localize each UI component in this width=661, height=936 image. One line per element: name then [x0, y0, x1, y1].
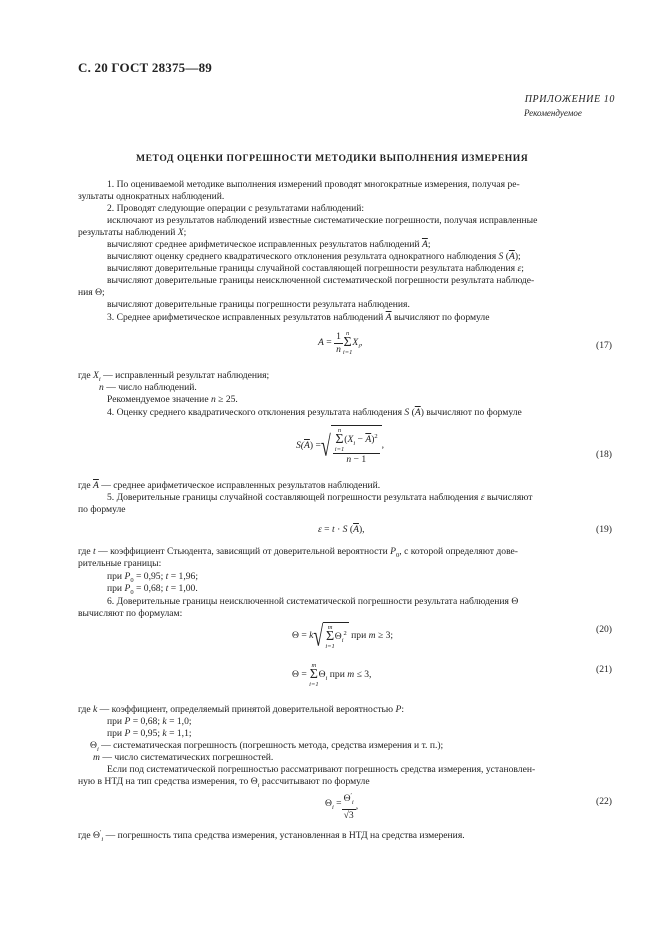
text-line: ную в НТД на тип средства измерения, то $\Theta_i$ рассчитывают по формуле — [78, 776, 370, 789]
text-line: вычисляют по формулам: — [78, 608, 183, 619]
square-root: m Σ i=1 $\Theta_i^2$ — [325, 624, 347, 650]
page-header: С. 20 ГОСТ 28375—89 — [78, 60, 212, 75]
text-line: при $P_0 = 0,95$; t = 1,96; — [107, 571, 198, 584]
summation: m Σ i=1 — [325, 624, 335, 650]
text-line: рительные границы: — [78, 558, 162, 569]
text-line: по формуле — [78, 504, 126, 515]
text-line: вычисляют среднее арифметическое исправленных результатов наблюдений $\overline{A}$; — [107, 239, 431, 250]
text-line: где $\overline{A}$ — среднее арифметическое исправленных результатов наблюдений. — [78, 480, 381, 491]
text-line: 2. Проводят следующие операции с результатами наблюдений: — [107, 203, 365, 214]
text-line: m — число систематических погрешностей. — [93, 752, 274, 763]
equation-number: (22) — [596, 796, 612, 807]
equation-number: (20) — [596, 624, 612, 635]
text-line: где $\Theta'_i$ — погрешность типа средства измерения, установленная в НТД на средства измерения. — [78, 829, 465, 844]
radical-sign: √ — [313, 620, 324, 652]
equation-21: Θ = m Σ i=1 $\Theta_i$ при m ≤ 3, — [292, 662, 372, 688]
square-root — [331, 425, 382, 466]
equation-number: (17) — [596, 340, 612, 351]
text-line: n — число наблюдений. — [99, 382, 197, 393]
text-line: Рекомендуемое значение n ≥ 25. — [107, 394, 238, 405]
equation-17: A = $\frac{1}{n}$ n Σ i=1 $X_i$, — [318, 330, 363, 356]
text-line: результаты наблюдений X; — [78, 227, 187, 238]
radical-sign: √ — [320, 429, 331, 462]
text-line: Если под систематической погрешностью рассматривают погрешность средства измерения, установлен- — [107, 764, 536, 775]
text-line: вычисляют доверительные границы погрешности результата наблюдения. — [107, 299, 410, 310]
equation-18: $S(\overline{A})$ =√ n Σ i=1 $(X_i - \overline{A})^2$ n − 1 , — [296, 427, 385, 465]
text-line: исключают из результатов наблюдений известные систематические погрешности, получая исправленные — [107, 215, 538, 226]
equation-number: (18) — [596, 449, 612, 460]
equation-number: (21) — [596, 664, 612, 675]
appendix-label: ПРИЛОЖЕНИЕ 10 — [524, 94, 615, 105]
text-line: вычисляют доверительные границы случайной составляющей погрешности результата наблюдения ε; — [107, 263, 524, 274]
text-line: при $P_0 = 0,68$; t = 1,00. — [107, 583, 198, 596]
text-line: вычисляют оценку среднего квадратического отклонения результата однократного наблюдения S $(\overline{A})$; — [107, 251, 521, 262]
text-line: $\Theta_i$ — систематическая погрешность (погрешность метода, средства измерения и т. п.); — [90, 740, 444, 753]
summation: m Σ i=1 — [309, 662, 319, 688]
equation-19: ε = t · S $(\overline{A})$, — [318, 524, 365, 535]
text-line: 6. Доверительные границы неисключенной систематической погрешности результата наблюдения Θ — [107, 596, 519, 607]
text-line: при P = 0,95; k = 1,1; — [107, 728, 192, 739]
fraction: $\frac{1}{n}$ — [336, 330, 341, 355]
text-line: 4. Оценку среднего квадратического отклонения результата наблюдения S $(\overline{A})$ вычисляют по формуле — [107, 407, 522, 418]
text-line: 5. Доверительные границы случайной составляющей погрешности результата наблюдения ε вычисляют — [107, 492, 533, 503]
text-line: где $X_i$ — исправленный результат наблюдения; — [78, 370, 270, 383]
text-line: 3. Среднее арифметическое исправленных результатов наблюдений $\overline{A}$ вычисляют по формуле — [107, 312, 490, 323]
text-line: где k — коэффициент, определяемый принятой доверительной вероятностью P: — [78, 704, 405, 715]
text-line: вычисляют доверительные границы неисключенной систематической погрешности результата наблюде- — [107, 275, 535, 286]
appendix-note: Рекомендуемое — [524, 108, 582, 118]
text-line: при P = 0,68; k = 1,0; — [107, 716, 192, 727]
fraction: $\frac{\Theta'_i}{√3}$ — [343, 792, 354, 822]
fraction: n Σ i=1 $(X_i - \overline{A})^2$ n − 1 — [334, 427, 378, 465]
equation-22: $\Theta_i$ = $\frac{\Theta'_i}{√3}$ , — [325, 792, 359, 822]
text-line: 1. По оцениваемой методике выполнения измерений проводят многократные измерения, получая ре- — [107, 179, 520, 190]
equation-number: (19) — [596, 524, 612, 535]
section-title: МЕТОД ОЦЕНКИ ПОГРЕШНОСТИ МЕТОДИКИ ВЫПОЛНЕНИЯ ИЗМЕРЕНИЯ — [136, 153, 529, 164]
text-line: ния Θ; — [78, 287, 105, 298]
summation: n Σ i=1 — [342, 330, 353, 356]
text-line: где t — коэффициент Стьюдента, зависящий от доверительной вероятности $P_0$, с которой определяют дове- — [78, 546, 519, 559]
equation-20: Θ = k√ m Σ i=1 $\Theta_i^2$ при m ≥ 3; — [292, 620, 394, 652]
summation: n Σ i=1 — [334, 427, 345, 453]
text-line: зультаты однократных наблюдений. — [78, 191, 225, 202]
